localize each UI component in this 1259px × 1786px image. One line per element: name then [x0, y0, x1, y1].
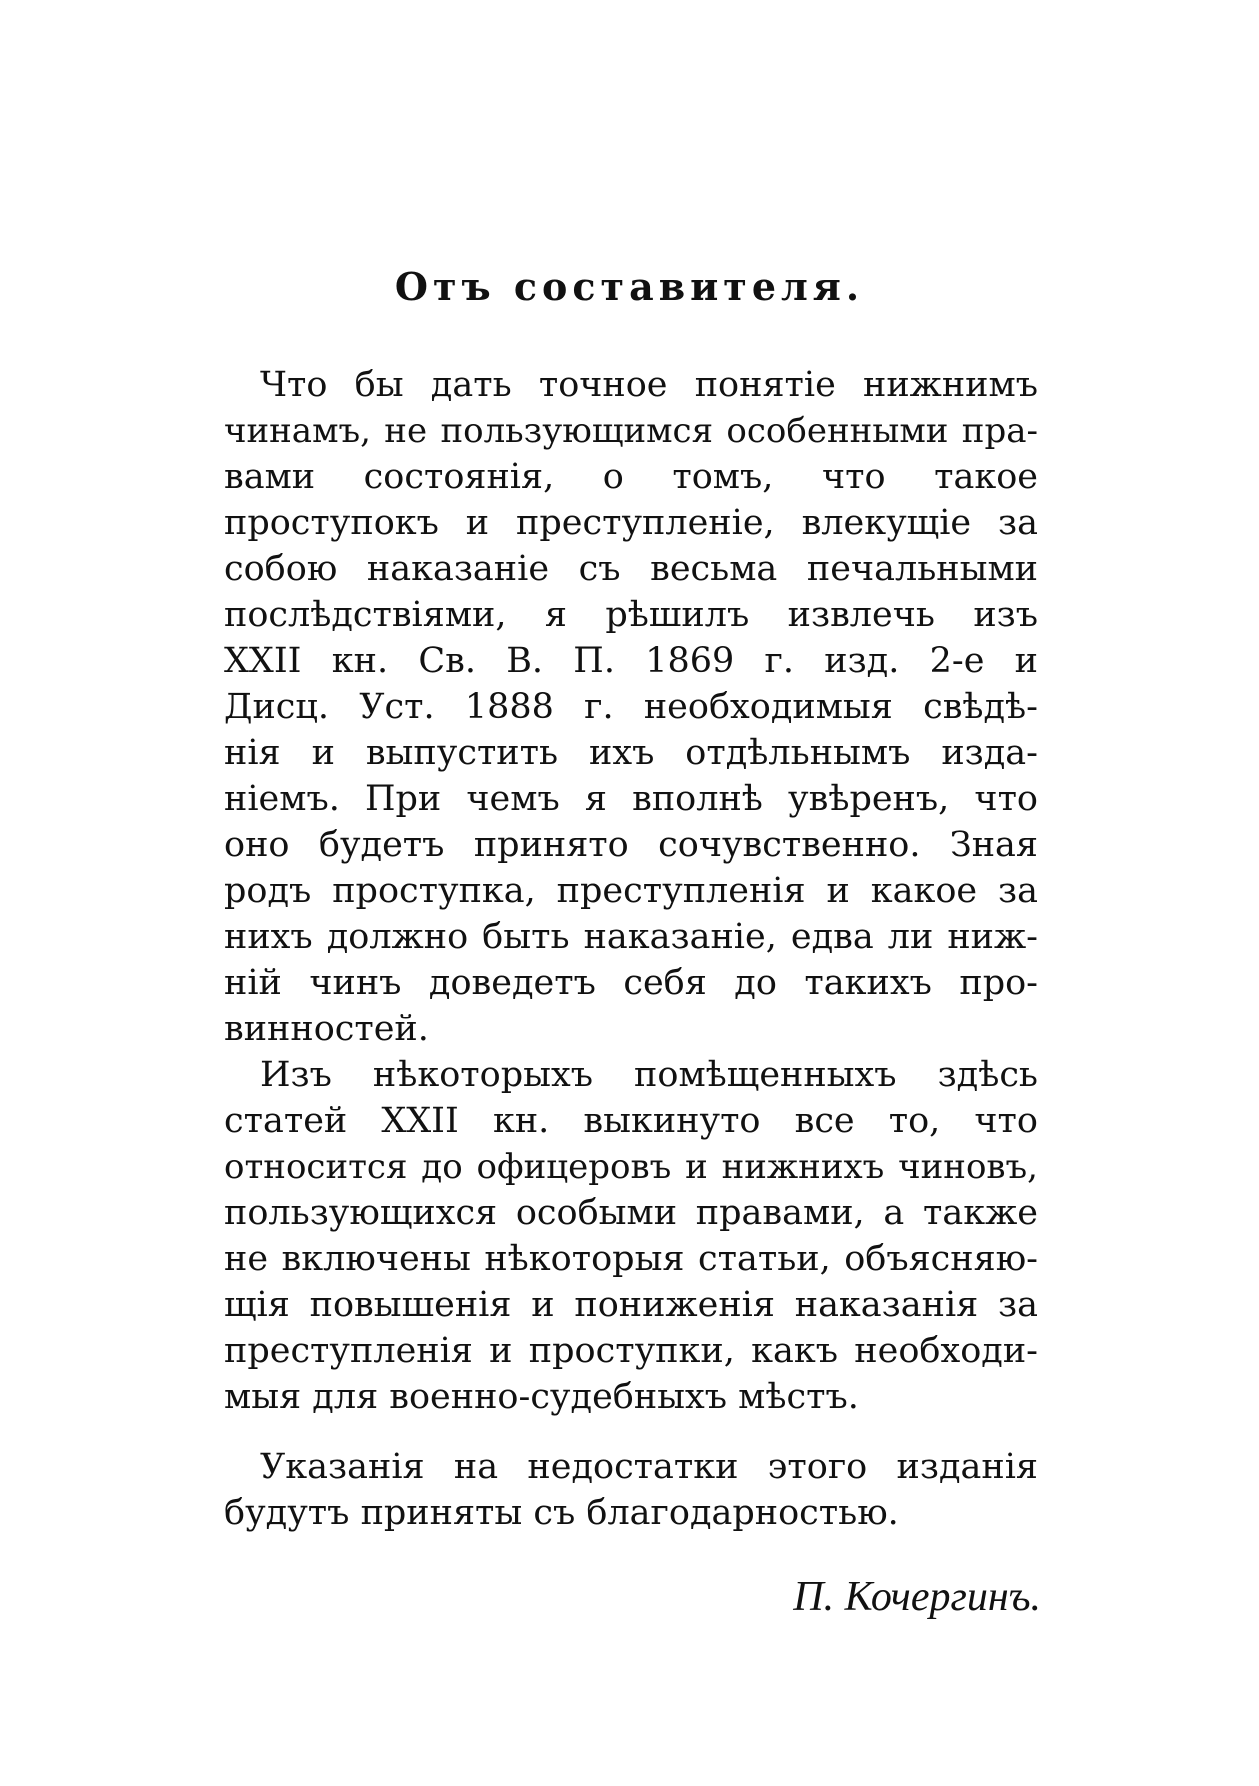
- text-line: родъ проступка, преступленія и какое за: [224, 871, 1038, 911]
- text-line: оно будетъ принято сочувственно. Зная: [224, 825, 1038, 865]
- preface-text: [224, 362, 1038, 1536]
- text-line: проступокъ и преступленіе, влекущіе за: [224, 503, 1038, 543]
- text-line: Изъ нѣкоторыхъ помѣщенныхъ здѣсь: [260, 1055, 1038, 1095]
- text-line: преступленія и проступки, какъ необходи-: [224, 1331, 1038, 1371]
- author-signature: П. Кочергинъ.: [793, 1574, 1041, 1620]
- text-line: не включены нѣкоторыя статьи, объясняю-: [224, 1239, 1038, 1279]
- text-line: Что бы дать точное понятіе нижнимъ: [260, 365, 1038, 405]
- text-line: чинамъ, не пользующимся особенными пра-: [224, 411, 1038, 451]
- text-line: пользующихся особыми правами, а также: [224, 1193, 1038, 1233]
- text-line: Указанія на недостатки этого изданія: [260, 1447, 1038, 1487]
- text-line: ніемъ. При чемъ я вполнѣ увѣренъ, что: [224, 779, 1038, 819]
- text-line: винностей.: [224, 1009, 429, 1049]
- text-line: ній чинъ доведетъ себя до такихъ про-: [224, 963, 1038, 1003]
- text-line: щія повышенія и пониженія наказанія за: [224, 1285, 1038, 1325]
- text-line: мыя для военно-судебныхъ мѣстъ.: [224, 1377, 859, 1417]
- page-title: Отъ составителя.: [394, 264, 865, 309]
- text-line: вами состоянія, о томъ, что такое: [224, 457, 1038, 497]
- text-line: Дисц. Уст. 1888 г. необходимыя свѣдѣ-: [224, 687, 1038, 727]
- text-line: статей XXII кн. выкинуто все то, что: [224, 1101, 1038, 1141]
- text-line: нія и выпустить ихъ отдѣльнымъ изда-: [224, 733, 1038, 773]
- text-line: будутъ приняты съ благодарностью.: [224, 1493, 899, 1533]
- text-line: нихъ должно быть наказаніе, едва ли ниж-: [224, 917, 1038, 957]
- text-line: XXII кн. Св. В. П. 1869 г. изд. 2-е и: [224, 641, 1038, 681]
- text-line: собою наказаніе съ весьма печальными: [224, 549, 1038, 589]
- text-line: послѣдствіями, я рѣшилъ извлечь изъ: [224, 595, 1038, 635]
- text-line: относится до офицеровъ и нижнихъ чиновъ,: [224, 1147, 1038, 1187]
